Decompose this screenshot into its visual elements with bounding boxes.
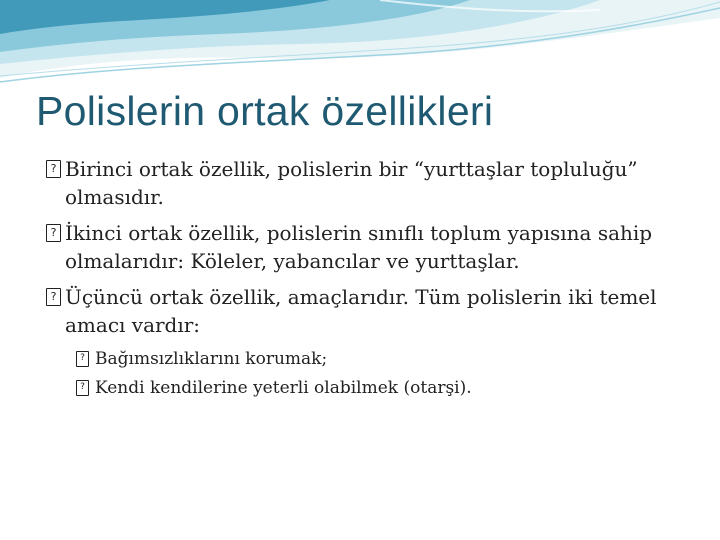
- bullet-item: [46, 283, 696, 339]
- slide-title: Polislerin ortak özellikleri: [36, 88, 494, 134]
- header-wave-decoration: [0, 0, 720, 90]
- missing-glyph-box-icon: ?: [76, 380, 89, 396]
- missing-glyph-box-icon: ?: [76, 351, 89, 367]
- sub-bullet-item: [76, 376, 696, 400]
- missing-glyph-box-icon: ?: [46, 160, 61, 178]
- missing-glyph-box-icon: ?: [46, 224, 61, 242]
- bullet-item: [46, 155, 696, 211]
- sub-bullet-text: Kendi kendilerine yeterli olabilmek (otarşi).: [95, 378, 472, 398]
- bullet-list: [46, 155, 696, 405]
- bullet-text: İkinci ortak özellik, polislerin sınıflı toplum yapısına sahip olmalarıdır: Köleler, yabancılar ve yurttaşlar.: [65, 221, 653, 273]
- bullet-text: Birinci ortak özellik, polislerin bir “yurttaşlar topluluğu” olmasıdır.: [65, 157, 638, 209]
- sub-bullet-item: [76, 347, 696, 371]
- missing-glyph-box-icon: ?: [46, 288, 61, 306]
- sub-bullet-text: Bağımsızlıklarını korumak;: [95, 349, 328, 369]
- bullet-item: [46, 219, 696, 275]
- bullet-text: Üçüncü ortak özellik, amaçlarıdır. Tüm polislerin iki temel amacı vardır:: [65, 285, 657, 337]
